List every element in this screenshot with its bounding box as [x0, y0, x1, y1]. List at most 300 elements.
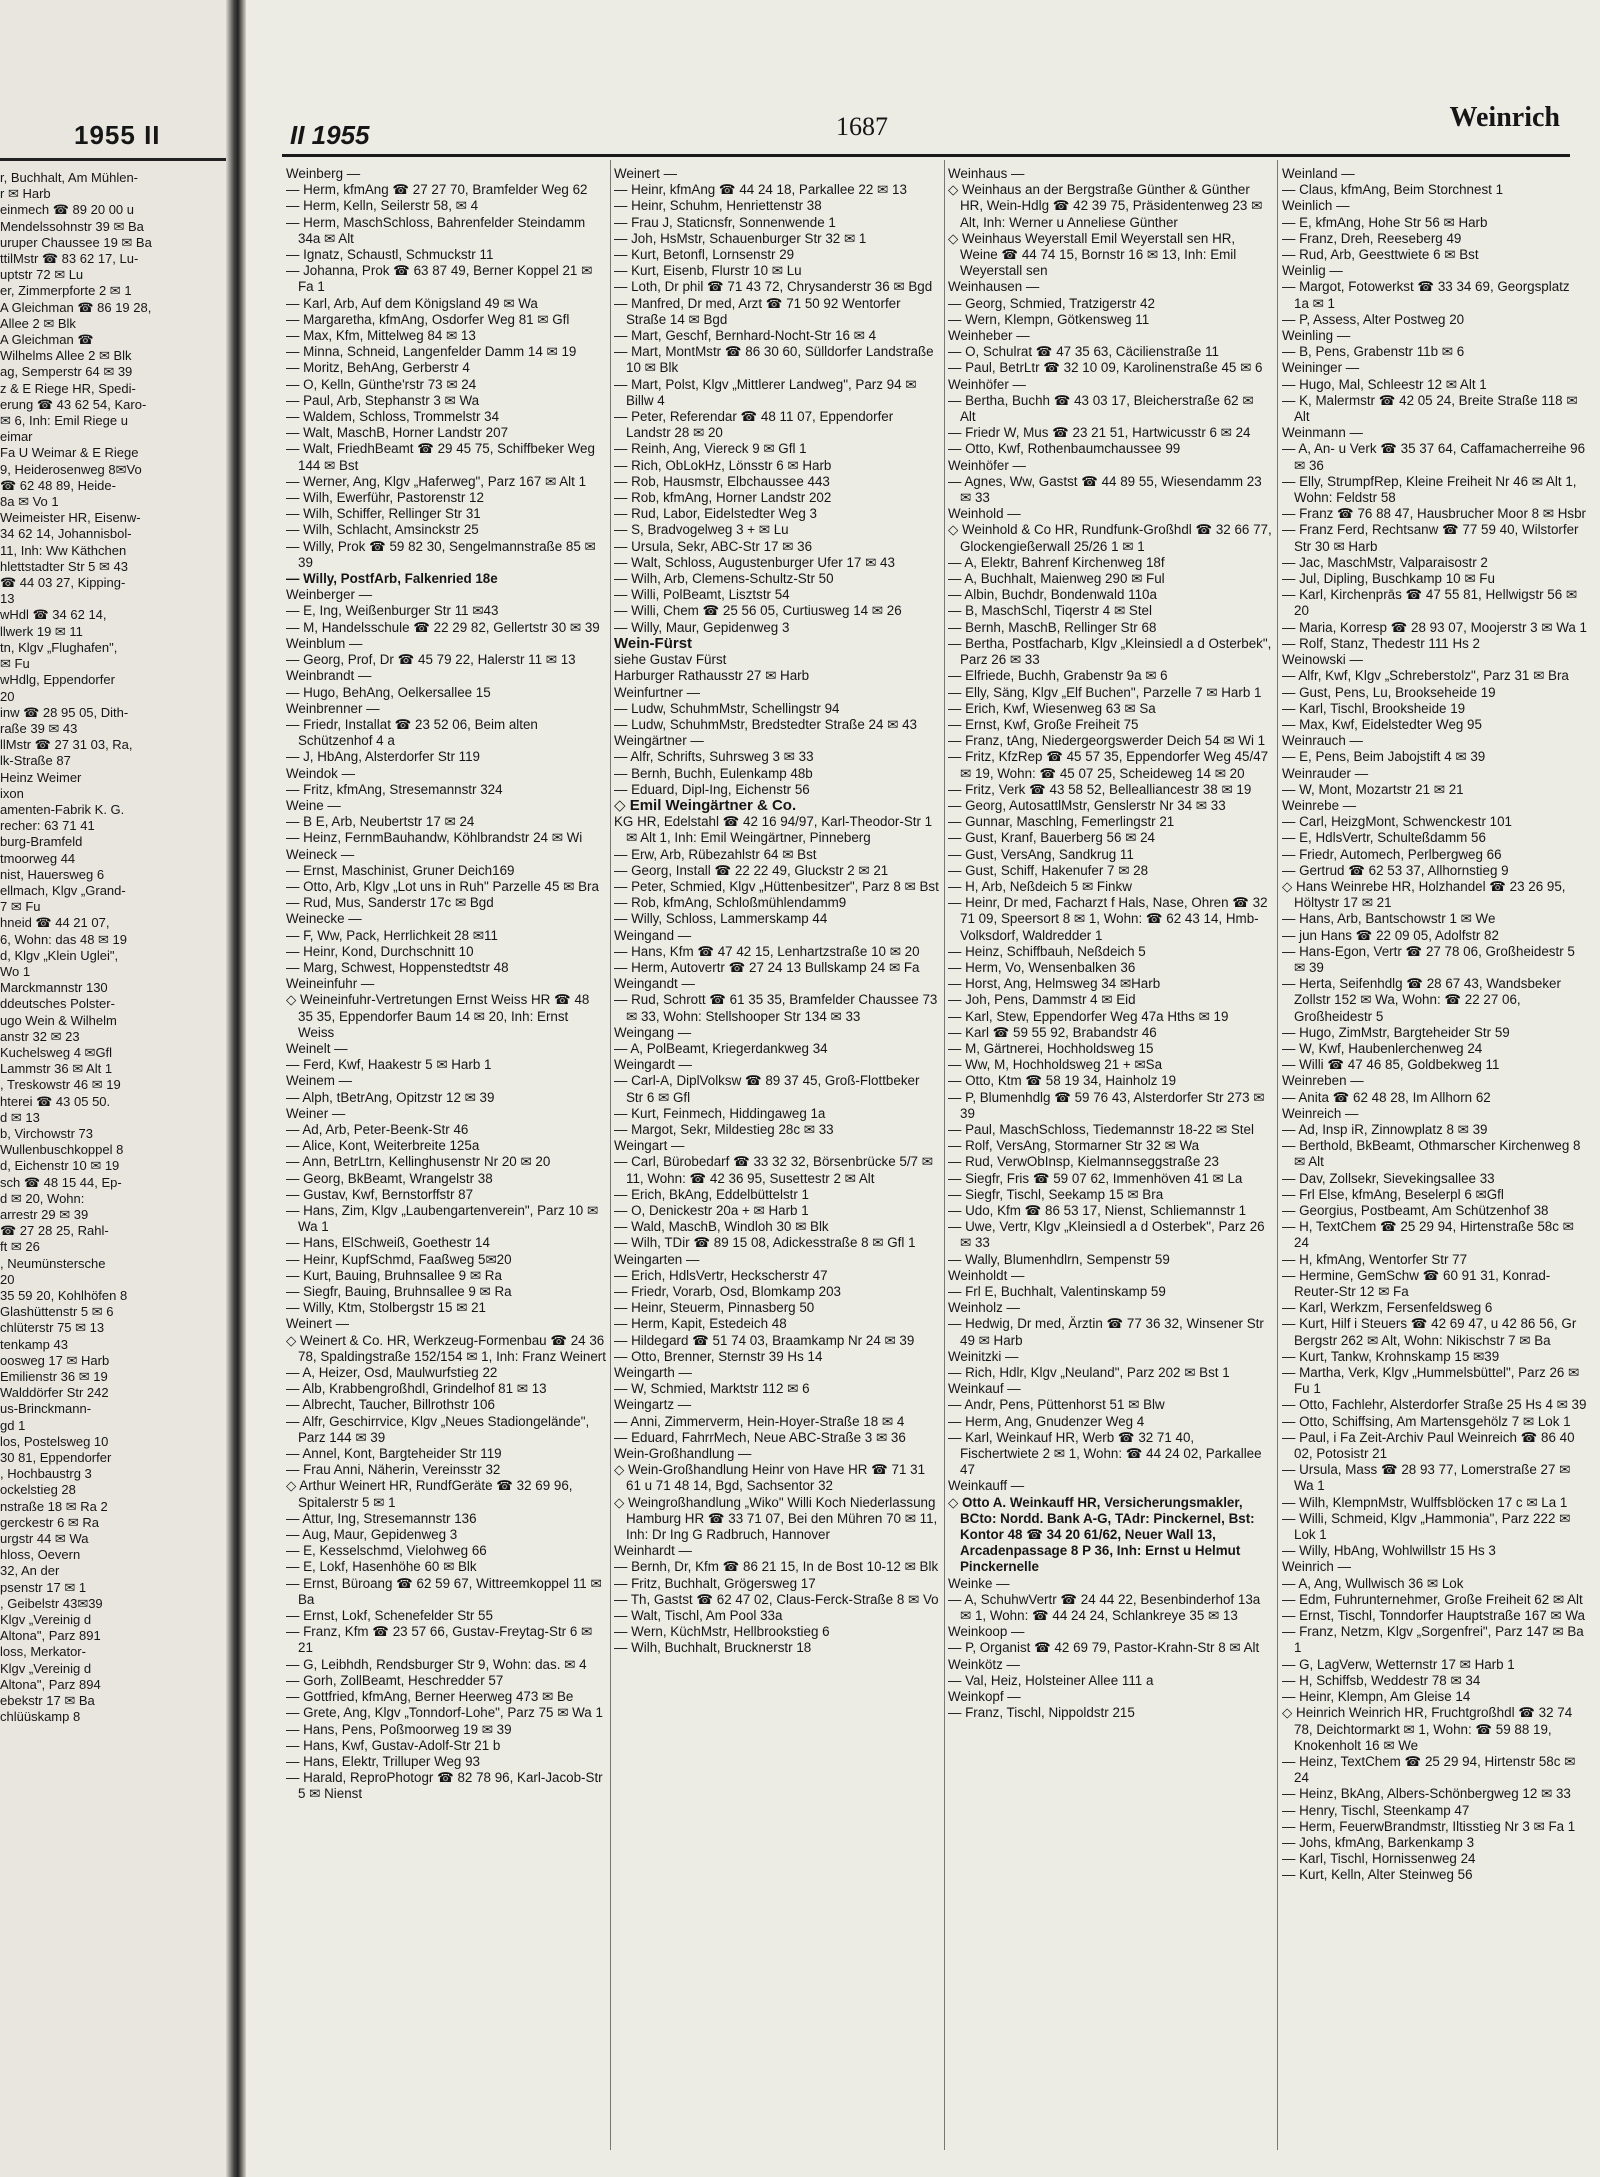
- left-page-line: , Treskowstr 46 ✉ 19: [0, 1077, 121, 1093]
- header-keyword: Weinrich: [1449, 102, 1560, 133]
- directory-entry: — Paul, i Fa Zeit-Archiv Paul Weinreich ☎ 86 40 02, Potosistr 21: [1282, 1429, 1575, 1462]
- left-page-line: ixon: [0, 785, 24, 801]
- directory-entry: — Mart, MontMstr ☎ 86 30 60, Sülldorfer Landstraße 10 ✉ Blk: [614, 344, 934, 376]
- directory-entry: — Val, Heiz, Holsteiner Allee 111 a: [948, 1672, 1154, 1688]
- directory-entry: — Bertha, Buchh ☎ 43 03 17, Bleicherstraße 62 ✉ Alt: [948, 392, 1254, 425]
- directory-entry: — Willy, PostfArb, Falkenried 18e: [286, 571, 498, 587]
- directory-entry: — Rich, ObLokHz, Lönsstr 6 ✉ Harb: [614, 457, 832, 473]
- directory-entry: — Maria, Korresp ☎ 28 93 07, Moojerstr 3 ✉ Wa 1: [1282, 619, 1587, 635]
- surname-heading: Weinmann —: [1282, 425, 1363, 441]
- directory-entry: — Ernst, Maschinist, Gruner Deich169: [286, 862, 515, 878]
- directory-entry: — Heinz, BkAng, Albers-Schönbergweg 12 ✉ 33: [1282, 1786, 1571, 1802]
- directory-entry: — Rolf, VersAng, Stormarner Str 32 ✉ Wa: [948, 1138, 1200, 1154]
- surname-heading: Weinreich —: [1282, 1105, 1359, 1121]
- directory-entry: — Johs, kfmAng, Barkenkamp 3: [1282, 1834, 1475, 1850]
- left-page-line: Wullenbuschkoppel 8: [0, 1142, 124, 1158]
- surname-heading: Weingarten —: [614, 1251, 700, 1267]
- surname-heading: Weinrauch —: [1282, 733, 1363, 749]
- directory-entry: — Wilh, Arb, Clemens-Schultz-Str 50: [614, 571, 834, 587]
- directory-entry: — Hugo, BehAng, Oelkersallee 15: [286, 684, 491, 700]
- left-page-line: Mendelssohnstr 39 ✉ Ba: [0, 218, 144, 234]
- header-rule: [282, 154, 1570, 157]
- directory-entry: — P, Blumenhdlg ☎ 59 76 43, Alsterdorfer Str 273 ✉ 39: [948, 1089, 1265, 1121]
- directory-entry: ◇ Hans Weinrebe HR, Holzhandel ☎ 23 26 95, Höltystr 17 ✉ 21: [1282, 878, 1566, 911]
- directory-entry: — Gust, Pens, Lu, Brookseheide 19: [1282, 684, 1496, 700]
- left-page-line: 9, Heiderosenweg 8✉Vo: [0, 461, 142, 477]
- directory-entry: — Max, Kfm, Mittelweg 84 ✉ 13: [286, 328, 476, 344]
- directory-entry: — J, HbAng, Alsterdorfer Str 119: [286, 749, 480, 765]
- surname-heading: Weinhausen —: [948, 279, 1040, 295]
- directory-entry: — Fritz, Verk ☎ 43 58 52, Bellealliancestr 38 ✉ 19: [948, 781, 1252, 797]
- directory-entry: — Heinr, KupfSchmd, Faaßweg 5✉20: [286, 1251, 512, 1267]
- directory-entry: — Wilh, Schiffer, Rellinger Str 31: [286, 506, 481, 522]
- surname-heading: Wein-Großhandlung —: [614, 1446, 752, 1462]
- directory-entry: — Elly, StrumpfRep, Kleine Freiheit Nr 46 ✉ Alt 1, Wohn: Feldstr 58: [1282, 473, 1577, 506]
- directory-entry: — Hans, Kwf, Gustav-Adolf-Str 21 b: [286, 1737, 501, 1753]
- directory-entry: — Ernst, Tischl, Tonndorfer Hauptstraße 167 ✉ Wa: [1282, 1608, 1585, 1624]
- left-page-text: [0, 170, 226, 1726]
- left-page-line: chlüüskamp 8: [0, 1709, 81, 1725]
- left-page-line: ttilMstr ☎ 83 62 17, Lu-: [0, 251, 139, 267]
- directory-entry: — Alph, tBetrAng, Opitzstr 12 ✉ 39: [286, 1089, 495, 1105]
- directory-entry: — Horst, Ang, Helmsweg 34 ✉Harb: [948, 976, 1161, 992]
- left-page-line: ☎ 62 48 89, Heide-: [0, 477, 116, 493]
- directory-entry: — Otto, Arb, Klgv „Lot uns in Ruh" Parzelle 45 ✉ Bra: [286, 878, 599, 894]
- left-page-line: amenten-Fabrik K. G.: [0, 801, 125, 817]
- left-page-line: us-Brinckmann-: [0, 1401, 92, 1417]
- surname-heading: Weinkötz —: [948, 1656, 1020, 1672]
- left-page-line: wHdl ☎ 34 62 14,: [0, 607, 107, 623]
- directory-entry: — Kurt, Bauing, Bruhnsallee 9 ✉ Ra: [286, 1267, 502, 1283]
- directory-entry: — Franz, Tischl, Nippoldstr 215: [948, 1705, 1135, 1721]
- surname-heading: Weingang —: [614, 1024, 692, 1040]
- directory-entry: ◇ Otto A. Weinkauff HR, Versicherungsmakler, BCto: Nordd. Bank A-G, TAdr: Pinckernel, Bst: Kontor 48 ☎ 34 20 61/62, Neuer Wall 13, Arcadenpassage 8 P 36, Inh: Ernst u Helmut Pinckernelle: [948, 1494, 1255, 1575]
- left-page-line: Kuchelsweg 4 ✉Gfl: [0, 1044, 113, 1060]
- directory-column-1: [286, 166, 606, 2166]
- directory-entry: — Dav, Zollsekr, Sievekingsallee 33: [1282, 1170, 1495, 1186]
- directory-entry: — A, Buchhalt, Maienweg 290 ✉ Ful: [948, 571, 1165, 587]
- left-page-line: 34 62 14, Johannisbol-: [0, 526, 132, 542]
- firm-heading: ◇ Emil Weingärtner & Co.: [614, 796, 797, 814]
- directory-entry: — Friedr, Vorarb, Osd, Blomkamp 203: [614, 1284, 841, 1300]
- directory-entry: — O, Schulrat ☎ 47 35 63, Cäcilienstraße 11: [948, 344, 1219, 360]
- directory-entry: — Waldem, Schloss, Trommelstr 34: [286, 409, 500, 425]
- directory-entry: — Willy, HbAng, Wohlwillstr 15 Hs 3: [1282, 1543, 1496, 1559]
- directory-entry: — Franz Ferd, Rechtsanw ☎ 77 59 40, Wilstorfer Str 30 ✉ Harb: [1282, 522, 1579, 554]
- directory-entry: — Karl, Tischl, Hornissenweg 24: [1282, 1851, 1476, 1867]
- directory-entry: — Eduard, Dipl-Ing, Eichenstr 56: [614, 781, 810, 797]
- directory-entry: — Max, Kwf, Eidelstedter Weg 95: [1282, 716, 1482, 732]
- directory-entry: — Ernst, Büroang ☎ 62 59 67, Wittreemkoppel 11 ✉ Ba: [286, 1575, 602, 1607]
- directory-entry: ◇ Weingroßhandlung „Wiko" Willi Koch Niederlassung Hamburg HR ☎ 33 71 07, Bei den Mühren 70 ✉ 11, Inh: Dr Ing G Radbruch, Hannover: [614, 1494, 938, 1543]
- left-page-line: Allee 2 ✉ Blk: [0, 315, 76, 331]
- directory-entry: — Fritz, kfmAng, Stresemannstr 324: [286, 781, 503, 797]
- directory-entry: — Kurt, Tankw, Krohnskamp 15 ✉39: [1282, 1348, 1500, 1364]
- directory-entry: — Georgius, Postbeamt, Am Schützenhof 38: [1282, 1203, 1549, 1218]
- surname-heading: Weineck —: [286, 846, 355, 862]
- left-page-line: z & E Riege HR, Spedi-: [0, 380, 136, 396]
- directory-entry: — Manfred, Dr med, Arzt ☎ 71 50 92 Wentorfer Straße 14 ✉ Bgd: [614, 295, 901, 327]
- left-page-line: urgstr 44 ✉ Wa: [0, 1531, 89, 1547]
- directory-entry: — Erich, Kwf, Wiesenweg 63 ✉ Sa: [948, 700, 1156, 716]
- directory-entry: — Otto, Brenner, Sternstr 39 Hs 14: [614, 1348, 823, 1364]
- column-divider: [944, 160, 945, 2150]
- left-page-line: recher: 63 71 41: [0, 818, 95, 834]
- directory-entry: — Grete, Ang, Klgv „Tonndorf-Lohe", Parz 75 ✉ Wa 1: [286, 1705, 603, 1721]
- directory-entry: — Frau J, Staticnsfr, Sonnenwende 1: [614, 214, 836, 230]
- directory-entry: — Hans, Arb, Bantschowstr 1 ✉ We: [1282, 911, 1496, 927]
- directory-entry: — Claus, kfmAng, Beim Storchnest 1: [1282, 182, 1504, 198]
- left-page-line: ugo Wein & Wilhelm: [0, 1012, 117, 1028]
- directory-entry: — Heinz, TextChem ☎ 25 29 94, Hirtenstr 58c ✉ 24: [1282, 1753, 1576, 1786]
- left-page-line: d ✉ 13: [0, 1109, 40, 1125]
- directory-entry: — Rud, Arb, Geesttwiete 6 ✉ Bst: [1282, 247, 1479, 263]
- directory-entry: — Johanna, Prok ☎ 63 87 49, Berner Koppel 21 ✉ Fa 1: [286, 263, 593, 295]
- left-page-line: ft ✉ 26: [0, 1239, 40, 1255]
- directory-entry: — Hans, Pens, Poßmoorweg 19 ✉ 39: [286, 1721, 512, 1737]
- directory-entry: — Berthold, BkBeamt, Othmarscher Kirchenweg 8 ✉ Alt: [1282, 1138, 1581, 1170]
- left-page-line: gerckestr 6 ✉ Ra: [0, 1514, 100, 1530]
- directory-entry: — S, Bradvogelweg 3 + ✉ Lu: [614, 522, 789, 538]
- directory-entry: — Willi, Schmeid, Klgv „Hammonia", Parz 222 ✉ Lok 1: [1282, 1510, 1571, 1543]
- directory-entry: — Wilh, TDir ☎ 89 15 08, Adickesstraße 8 ✉ Gfl 1: [614, 1235, 916, 1251]
- directory-entry: — Erich, BkAng, Eddelbüttelstr 1: [614, 1186, 810, 1202]
- directory-entry: — Franz ☎ 76 88 47, Hausbrucher Moor 8 ✉ Hsbr: [1282, 506, 1587, 522]
- left-page-line: ☎ 44 03 27, Kipping-: [0, 575, 126, 591]
- directory-entry: — A, PolBeamt, Kriegerdankweg 34: [614, 1040, 828, 1056]
- directory-entry: — Kurt, Hilf i Steuers ☎ 42 69 47, u 42 86 56, Gr Bergstr 262 ✉ Alt, Wohn: Nikischstr 7 ✉ Ba: [1282, 1316, 1577, 1348]
- left-page-line: gd 1: [0, 1417, 26, 1433]
- directory-entry: — Margaretha, kfmAng, Osdorfer Weg 81 ✉ Gfl: [286, 311, 570, 327]
- left-page-line: Wo 1: [0, 963, 31, 979]
- directory-entry: — Rolf, Stanz, Thedestr 111 Hs 2: [1282, 635, 1480, 651]
- directory-entry: — Elly, Säng, Klgv „Elf Buchen", Parzelle 7 ✉ Harb 1: [948, 684, 1262, 700]
- left-page-line: chlüterstr 75 ✉ 13: [0, 1320, 105, 1336]
- directory-entry: — Jac, MaschMstr, Valparaisostr 2: [1282, 554, 1488, 570]
- right-page: [246, 0, 1600, 2177]
- left-page-line: Altona", Parz 891: [0, 1628, 101, 1644]
- directory-entry: — Attur, Ing, Stresemannstr 136: [286, 1510, 477, 1526]
- left-page-line: eimar: [0, 429, 33, 445]
- directory-entry: — Albrecht, Taucher, Billrothstr 106: [286, 1397, 495, 1413]
- surname-heading: Weinlich —: [1282, 198, 1350, 214]
- left-page-line: einmech ☎ 89 20 00 u: [0, 202, 134, 218]
- directory-entry: — Ludw, SchuhmMstr, Schellingstr 94: [614, 700, 840, 716]
- directory-entry: — Karl, Weinkauf HR, Werb ☎ 32 71 40, Fischertwiete 2 ✉ 1, Wohn: ☎ 44 24 02, Parkallee 47: [948, 1429, 1262, 1478]
- surname-heading: Weininger —: [1282, 360, 1360, 376]
- directory-entry: — Georg, Schmied, Tratzigerstr 42: [948, 295, 1155, 311]
- directory-entry: — Anita ☎ 62 48 28, Im Allhorn 62: [1282, 1089, 1491, 1105]
- directory-entry: — Gottfried, kfmAng, Berner Heerweg 473 ✉ Be: [286, 1689, 574, 1705]
- left-page-line: llMstr ☎ 27 31 03, Ra,: [0, 737, 133, 753]
- directory-entry: — B, Pens, Grabenstr 11b ✉ 6: [1282, 344, 1465, 360]
- directory-entry: — Hugo, Mal, Schleestr 12 ✉ Alt 1: [1282, 376, 1487, 392]
- directory-entry: — Friedr W, Mus ☎ 23 21 51, Hartwicusstr 6 ✉ 24: [948, 425, 1251, 441]
- column-divider: [1277, 160, 1278, 2150]
- directory-entry: — Jul, Dipling, Buschkamp 10 ✉ Fu: [1282, 571, 1495, 587]
- directory-entry: — Elfriede, Buchh, Grabenstr 9a ✉ 6: [948, 668, 1168, 684]
- surname-heading: Weinhaus —: [948, 166, 1025, 181]
- left-page-line: ockelstieg 28: [0, 1482, 76, 1498]
- directory-entry: — E, Pens, Beim Jabojstift 4 ✉ 39: [1282, 749, 1486, 765]
- directory-entry: — Uwe, Vertr, Klgv „Kleinsiedl a d Osterbek", Parz 26 ✉ 33: [948, 1219, 1265, 1251]
- left-page-line: arrestr 29 ✉ 39: [0, 1207, 89, 1222]
- surname-heading: Weinert —: [614, 166, 678, 181]
- left-page-line: 20: [0, 1271, 15, 1287]
- page-header: [246, 0, 1600, 160]
- left-page-line: oosweg 17 ✉ Harb: [0, 1352, 110, 1368]
- directory-entry: — Georg, Install ☎ 22 22 49, Gluckstr 2 ✉ 21: [614, 862, 889, 878]
- left-page-line: 11, Inh: Ww Käthchen: [0, 542, 127, 558]
- directory-entry: — Herm, Kelln, Seilerstr 58, ✉ 4: [286, 198, 479, 214]
- left-page-line: , Neumünstersche: [0, 1255, 106, 1271]
- left-page-line: 6, Wohn: das 48 ✉ 19: [0, 931, 128, 947]
- directory-entry: — Georg, BkBeamt, Wrangelstr 38: [286, 1170, 493, 1186]
- directory-entry: — Wilh, KlempnMstr, Wulffsblöcken 17 c ✉ La 1: [1282, 1494, 1568, 1510]
- directory-entry: — Wally, Blumenhdlrn, Sempenstr 59: [948, 1251, 1170, 1267]
- directory-entry: — Herm, Vo, Wensenbalken 36: [948, 959, 1136, 975]
- left-page-line: uptstr 72 ✉ Lu: [0, 267, 84, 283]
- directory-entry: — Heinr, Klempn, Am Gleise 14: [1282, 1689, 1471, 1705]
- directory-entry: ◇ Weineinfuhr-Vertretungen Ernst Weiss HR ☎ 48 35 35, Eppendorfer Baum 14 ✉ 20, Inh: Ernst Weiss: [286, 992, 590, 1040]
- left-page-line: nstraße 18 ✉ Ra 2: [0, 1498, 108, 1514]
- directory-entry: — B, MaschSchl, Tiqerstr 4 ✉ Stel: [948, 603, 1152, 619]
- directory-entry: — Hildegard ☎ 51 74 03, Braamkamp Nr 24 ✉ 39: [614, 1332, 915, 1348]
- left-page-line: Glashüttenstr 5 ✉ 6: [0, 1304, 114, 1320]
- surname-heading: Weinhöfer —: [948, 457, 1026, 473]
- surname-heading: Weinke —: [948, 1575, 1010, 1591]
- directory-column-3: [948, 166, 1272, 2166]
- directory-entry: — Wilh, Schlacht, Amsinckstr 25: [286, 522, 479, 538]
- surname-heading: Weinert —: [286, 1316, 350, 1332]
- directory-entry: — A, Heizer, Osd, Maulwurfstieg 22: [286, 1365, 498, 1381]
- surname-heading: Weingart —: [614, 1138, 685, 1154]
- directory-entry: ◇ Heinrich Weinrich HR, Fruchtgroßhdl ☎ 32 74 78, Deichtormarkt ✉ 1, Wohn: ☎ 59 88 19, Knokenholt 16 ✉ We: [1282, 1705, 1573, 1753]
- left-page: [0, 0, 226, 2177]
- directory-entry: — Rud, Mus, Sanderstr 17c ✉ Bgd: [286, 895, 494, 911]
- directory-entry: — Peter, Referendar ☎ 48 11 07, Eppendorfer Landstr 28 ✉ 20: [614, 409, 894, 441]
- directory-entry: — Frau Anni, Näherin, Vereinsstr 32: [286, 1462, 501, 1478]
- left-page-line: Klgv „Vereinig d: [0, 1612, 92, 1628]
- directory-entry: KG HR, Edelstahl ☎ 42 16 94/97, Karl-Theodor-Str 1 ✉ Alt 1, Inh: Emil Weingärtner, Pinneberg: [614, 814, 933, 846]
- directory-entry: — Marg, Schwest, Hoppenstedtstr 48: [286, 959, 509, 975]
- directory-entry: ◇ Weinhaus an der Bergstraße Günther & Günther HR, Wein-Hdlg ☎ 42 39 75, Präsidentenweg 23 ✉ Alt, Inh: Werner u Anneliese Günther: [948, 182, 1263, 230]
- directory-entry: — Wilh, Ewerführ, Pastorenstr 12: [286, 490, 484, 506]
- directory-entry: — Gunnar, Maschlng, Femerlingstr 21: [948, 814, 1175, 830]
- surname-heading: Weinem —: [286, 1073, 352, 1089]
- directory-entry: — Herta, Seifenhdlg ☎ 28 67 43, Wandsbeker Zollstr 152 ✉ Wa, Wohn: ☎ 22 27 06, Großheidestr 5: [1282, 976, 1561, 1024]
- directory-entry: — P, Assess, Alter Postweg 20: [1282, 311, 1465, 327]
- directory-entry: — Rud, Labor, Eidelstedter Weg 3: [614, 506, 817, 522]
- directory-entry: — Erich, HdlsVertr, Heckscherstr 47: [614, 1267, 828, 1283]
- directory-entry: — Heinz, Schiffbauh, Neßdeich 5: [948, 943, 1146, 959]
- directory-entry: — Edm, Fuhrunternehmer, Große Freiheit 62 ✉ Alt: [1282, 1591, 1583, 1607]
- directory-entry: — Anni, Zimmerverm, Hein-Hoyer-Straße 18 ✉ 4: [614, 1413, 905, 1429]
- directory-entry: — Gorh, ZollBeamt, Heschredder 57: [286, 1672, 504, 1688]
- directory-entry: — Friedr, Automech, Perlbergweg 66: [1282, 846, 1502, 862]
- column-divider: [610, 160, 611, 2150]
- directory-entry: — Herm, Kapit, Estedeich 48: [614, 1316, 787, 1332]
- directory-entry: — Ursula, Mass ☎ 28 93 77, Lomerstraße 27 ✉ Wa 1: [1282, 1462, 1571, 1494]
- left-page-line: ag, Semperstr 64 ✉ 39: [0, 364, 133, 380]
- left-page-line: los, Postelsweg 10: [0, 1433, 109, 1449]
- left-page-line: Marckmannstr 130: [0, 980, 108, 996]
- directory-entry: — Hans, Elektr, Trilluper Weg 93: [286, 1753, 480, 1769]
- directory-entry: — Franz, Kfm ☎ 23 57 66, Gustav-Freytag-Str 6 ✉ 21: [286, 1624, 593, 1656]
- directory-entry: — B E, Arb, Neubertstr 17 ✉ 24: [286, 814, 475, 830]
- left-page-line: ☎ 27 28 25, Rahl-: [0, 1223, 109, 1239]
- header-volume: II 1955: [290, 120, 370, 150]
- surname-heading: Weinreben —: [1282, 1073, 1364, 1089]
- directory-entry: ◇ Weinhaus Weyerstall Emil Weyerstall sen HR, Weine ☎ 44 74 15, Bornstr 16 ✉ 13, Inh: Emil Weyerstall sen: [948, 230, 1237, 279]
- directory-entry: — W, Mont, Mozartstr 21 ✉ 21: [1282, 781, 1464, 797]
- directory-entry: — Hans-Egon, Vertr ☎ 27 78 06, Großheidestr 5 ✉ 39: [1282, 943, 1575, 975]
- directory-entry: — jun Hans ☎ 22 09 05, Adolfstr 82: [1282, 927, 1499, 943]
- directory-entry: — Bernh, Dr, Kfm ☎ 86 21 15, In de Bost 10-12 ✉ Blk: [614, 1559, 939, 1575]
- directory-entry: — H, Schiffsb, Weddestr 78 ✉ 34: [1282, 1672, 1481, 1688]
- left-page-line: inw ☎ 28 95 05, Dith-: [0, 704, 129, 720]
- directory-entry: — Franz, Netzm, Klgv „Sorgenfrei", Parz 147 ✉ Ba 1: [1282, 1624, 1584, 1656]
- directory-entry: — Siegfr, Tischl, Seekamp 15 ✉ Bra: [948, 1186, 1164, 1202]
- directory-entry: — Wilh, Buchhalt, Brucknerstr 18: [614, 1640, 812, 1656]
- directory-entry: — Ernst, Kwf, Große Freiheit 75: [948, 716, 1139, 732]
- directory-entry: — Martha, Verk, Klgv „Hummelsbüttel", Parz 26 ✉ Fu 1: [1282, 1365, 1580, 1397]
- left-page-line: nist, Hauersweg 6: [0, 866, 105, 882]
- directory-entry: — Ursula, Sekr, ABC-Str 17 ✉ 36: [614, 538, 813, 554]
- left-page-line: lk-Straße 87: [0, 753, 71, 769]
- left-page-line: tenkamp 43: [0, 1336, 68, 1352]
- surname-heading: Weinrebe —: [1282, 797, 1357, 813]
- directory-entry: — Fritz, KfzRep ☎ 45 57 35, Eppendorfer Weg 45/47 ✉ 19, Wohn: ☎ 45 07 25, Scheideweg 14 ✉ 20: [948, 749, 1269, 781]
- directory-entry: — Hugo, ZimMstr, Bargteheider Str 59: [1282, 1024, 1510, 1040]
- left-page-line: d, Klgv „Klein Uglei",: [0, 947, 119, 963]
- left-page-line: ellmach, Klgv „Grand-: [0, 882, 126, 898]
- directory-entry: — Rob, kfmAng, Schloßmühlendamm9: [614, 895, 847, 911]
- directory-entry: — A, SchuhwVertr ☎ 24 44 22, Besenbinderhof 13a ✉ 1, Wohn: ☎ 44 24 24, Schlankreye 35 ✉ 13: [948, 1591, 1261, 1624]
- surname-heading: Weinelt —: [286, 1040, 348, 1056]
- directory-column-2: [614, 166, 940, 2166]
- directory-entry: — Udo, Kfm ☎ 86 53 17, Nienst, Schliemannstr 1: [948, 1203, 1247, 1218]
- directory-entry: — P, Organist ☎ 42 69 79, Pastor-Krahn-Str 8 ✉ Alt: [948, 1640, 1260, 1656]
- directory-entry: — K, Malermstr ☎ 42 05 24, Breite Straße 118 ✉ Alt: [1282, 392, 1578, 425]
- directory-entry: — Heinr, Schuhm, Henriettenstr 38: [614, 198, 822, 214]
- left-page-line: 13: [0, 591, 15, 607]
- surname-heading: Weindok —: [286, 765, 355, 781]
- directory-entry: — Hans, ElSchweiß, Goethestr 14: [286, 1235, 490, 1251]
- directory-entry: — Agnes, Ww, Gastst ☎ 44 89 55, Wiesendamm 23 ✉ 33: [948, 473, 1262, 506]
- directory-entry: — Siegfr, Bauing, Bruhnsallee 9 ✉ Ra: [286, 1284, 512, 1300]
- directory-entry: — Carl, HeizgMont, Schwenckestr 101: [1282, 814, 1512, 830]
- directory-entry: — Kurt, Feinmech, Hiddingaweg 1a: [614, 1105, 826, 1121]
- left-page-line: uruper Chaussee 19 ✉ Ba: [0, 234, 152, 250]
- directory-entry: — Karl, Tischl, Brooksheide 19: [1282, 700, 1466, 716]
- directory-entry: — Carl-A, DiplVolksw ☎ 89 37 45, Groß-Flottbeker Str 6 ✉ Gfl: [614, 1073, 920, 1105]
- surname-heading: Weinhold —: [948, 506, 1021, 522]
- left-page-line: 32, An der: [0, 1563, 60, 1579]
- directory-entry: — Albin, Buchdr, Bondenwald 110a: [948, 587, 1157, 603]
- directory-entry: — Aug, Maur, Gepidenweg 3: [286, 1527, 458, 1543]
- directory-entry: — Ww, M, Hochholdsweg 21 + ✉Sa: [948, 1057, 1163, 1073]
- left-page-line: burg-Bramfeld: [0, 834, 83, 850]
- directory-entry: — Kurt, Eisenb, Flurstr 10 ✉ Lu: [614, 263, 802, 279]
- directory-entry: — Heinr, kfmAng ☎ 44 24 18, Parkallee 22 ✉ 13: [614, 182, 907, 198]
- directory-entry: — Rud, Schrott ☎ 61 35 35, Bramfelder Chaussee 73 ✉ 33, Wohn: Stellshooper Str 134 ✉ 33: [614, 992, 938, 1024]
- surname-heading: Weingartz —: [614, 1397, 692, 1413]
- left-page-line: Altona", Parz 894: [0, 1676, 101, 1692]
- left-page-line: ebekstr 17 ✉ Ba: [0, 1693, 95, 1709]
- left-page-line: 35 59 20, Kohlhöfen 8: [0, 1288, 128, 1304]
- directory-entry: — Georg, AutosattlMstr, Genslerstr Nr 34 ✉ 33: [948, 797, 1226, 813]
- directory-entry: — E, Ing, Weißenburger Str 11 ✉43: [286, 603, 499, 619]
- left-page-line: Lammstr 36 ✉ Alt 1: [0, 1061, 113, 1077]
- surname-heading: Weingandt —: [614, 976, 695, 992]
- directory-entry: — Otto, Fachlehr, Alsterdorfer Straße 25 Hs 4 ✉ 39: [1282, 1397, 1587, 1413]
- directory-entry: — G, Leibhdh, Rendsburger Str 9, Wohn: das. ✉ 4: [286, 1656, 587, 1672]
- directory-entry: — F, Ww, Pack, Herrlichkeit 28 ✉11: [286, 927, 498, 943]
- left-page-line: ✉ Fu: [0, 656, 30, 672]
- left-page-line: loss, Merkator-: [0, 1644, 86, 1660]
- directory-entry: — Bernh, Buchh, Eulenkamp 48b: [614, 765, 813, 781]
- directory-entry: — Wald, MaschB, Windloh 30 ✉ Blk: [614, 1219, 829, 1235]
- directory-entry: — Gust, Schiff, Hakenufer 7 ✉ 28: [948, 862, 1149, 878]
- directory-entry: — Karl ☎ 59 55 92, Brabandstr 46: [948, 1024, 1157, 1040]
- directory-entry: — Willi ☎ 47 46 85, Goldbekweg 11: [1282, 1057, 1500, 1073]
- left-page-line: hterei ☎ 43 05 50.: [0, 1093, 111, 1109]
- left-page-line: r, Buchhalt, Am Mühlen-: [0, 170, 139, 185]
- left-page-line: Fa U Weimar & E Riege: [0, 445, 139, 461]
- left-page-line: hlettstadter Str 5 ✉ 43: [0, 558, 128, 574]
- directory-entry: — E, kfmAng, Hohe Str 56 ✉ Harb: [1282, 214, 1488, 230]
- directory-entry: — Heinz, FernmBauhandw, Köhlbrandstr 24 ✉ Wi: [286, 830, 583, 846]
- directory-column-4: [1282, 166, 1588, 2166]
- directory-entry: — Walt, FriedhBeamt ☎ 29 45 75, Schiffbeker Weg 144 ✉ Bst: [286, 441, 595, 473]
- directory-entry: — Frl Else, kfmAng, Beselerpl 6 ✉Gfl: [1282, 1186, 1504, 1202]
- directory-entry: — Th, Gastst ☎ 62 47 02, Claus-Ferck-Straße 8 ✉ Vo: [614, 1591, 939, 1607]
- directory-entry: — E, HdlsVertr, Schulteßdamm 56: [1282, 830, 1486, 846]
- left-page-line: tmoorweg 44: [0, 850, 76, 866]
- directory-entry: — Harald, ReproPhotogr ☎ 82 78 96, Karl-Jacob-Str 5 ✉ Nienst: [286, 1770, 603, 1802]
- left-page-line: ddeutsches Polster-: [0, 996, 115, 1012]
- directory-entry: — H, kfmAng, Wentorfer Str 77: [1282, 1251, 1468, 1267]
- directory-entry: — Walt, MaschB, Horner Landstr 207: [286, 425, 509, 441]
- directory-entry: — Henry, Tischl, Steenkamp 47: [1282, 1802, 1470, 1818]
- surname-heading: Weinecke —: [286, 911, 362, 927]
- left-page-line: A Gleichman ☎: [0, 332, 94, 348]
- left-page-line: psenstr 17 ✉ 1: [0, 1579, 87, 1595]
- left-page-line: llwerk 19 ✉ 11: [0, 623, 83, 639]
- directory-entry: — Paul, BetrLtr ☎ 32 10 09, Karolinenstraße 45 ✉ 6: [948, 360, 1263, 376]
- left-page-line: ✉ 6, Inh: Emil Riege u: [0, 413, 128, 429]
- left-page-line: anstr 32 ✉ 23: [0, 1028, 80, 1044]
- surname-heading: Weinkopf —: [948, 1689, 1021, 1705]
- directory-entry: — Otto, Schiffsing, Am Martensgehölz 7 ✉ Lok 1: [1282, 1413, 1571, 1429]
- surname-heading: Weingarth —: [614, 1365, 692, 1381]
- surname-heading: Weinland —: [1282, 166, 1355, 181]
- directory-entry: — A, Elektr, Bahrenf Kirchenweg 18f: [948, 554, 1165, 570]
- directory-entry: — Kurt, Betonfl, Lornsenstr 29: [614, 247, 795, 263]
- page-number: 1687: [836, 112, 888, 141]
- left-page-line: d, Eichenstr 10 ✉ 19: [0, 1158, 120, 1174]
- directory-entry: — Loth, Dr phil ☎ 71 43 72, Chrysanderstr 36 ✉ Bgd: [614, 279, 933, 295]
- surname-heading: Weinrauder —: [1282, 765, 1369, 781]
- book-gutter: [226, 0, 246, 2177]
- directory-entry: — Frl E, Buchhalt, Valentinskamp 59: [948, 1284, 1166, 1300]
- directory-entry: — H, TextChem ☎ 25 29 94, Hirtenstraße 58c ✉ 24: [1282, 1219, 1574, 1251]
- directory-entry: — A, Ang, Wullwisch 36 ✉ Lok: [1282, 1575, 1464, 1591]
- directory-entry: — Hermine, GemSchw ☎ 60 91 31, Konrad-Reuter-Str 12 ✉ Fa: [1282, 1267, 1551, 1300]
- surname-heading: Weine —: [286, 797, 341, 813]
- surname-heading: Weinholdt —: [948, 1267, 1025, 1283]
